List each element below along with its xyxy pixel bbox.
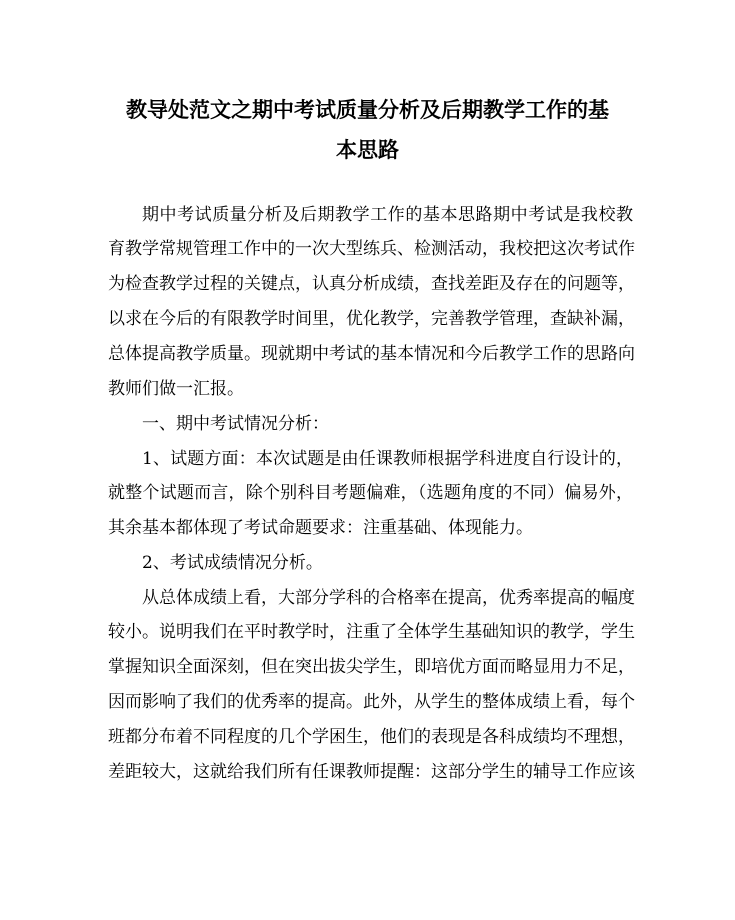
- paragraph-line: 较小。说明我们在平时教学时，注重了全体学生基础知识的教学，学生: [108, 622, 635, 642]
- paragraph-line: 从总体成绩上看，大部分学科的合格率在提高，优秀率提高的幅度: [142, 588, 635, 608]
- paragraph-line: 为检查教学过程的关键点，认真分析成绩，查找差距及存在的问题等，: [108, 274, 635, 294]
- document-title-line-1: 教导处范文之期中考试质量分析及后期教学工作的基: [126, 97, 609, 122]
- paragraph-line: 差距较大，这就给我们所有任课教师提醒：这部分学生的辅导工作应该: [108, 762, 635, 782]
- paragraph-line: 1、试题方面：本次试题是由任课教师根据学科进度自行设计的，: [142, 449, 633, 469]
- paragraph-line: 育教学常规管理工作中的一次大型练兵、检测活动，我校把这次考试作: [108, 239, 635, 259]
- paragraph-line: 期中考试质量分析及后期教学工作的基本思路期中考试是我校教: [142, 205, 633, 225]
- paragraph-line: 总体提高教学质量。现就期中考试的基本情况和今后教学工作的思路向: [108, 344, 635, 364]
- paragraph-line: 其余基本都体现了考试命题要求：注重基础、体现能力。: [108, 518, 533, 538]
- paragraph-line: 班都分布着不同程度的几个学困生，他们的表现是各科成绩均不理想，: [108, 727, 635, 747]
- paragraph-line: 就整个试题而言，除个别科目考题偏难，（选题角度的不同）偏易外，: [108, 483, 633, 503]
- subsection-heading: 2、考试成绩情况分析。: [142, 553, 323, 573]
- section-heading: 一、期中考试情况分析：: [142, 414, 329, 434]
- paragraph-line: 因而影响了我们的优秀率的提高。此外，从学生的整体成绩上看，每个: [108, 692, 635, 712]
- paragraph-line: 教师们做一汇报。: [108, 379, 244, 399]
- paragraph-line: 掌握知识全面深刻，但在突出拔尖学生，即培优方面而略显用力不足，: [108, 657, 635, 677]
- paragraph-line: 以求在今后的有限教学时间里，优化教学，完善教学管理，查缺补漏，: [108, 309, 635, 329]
- document-title-line-2: 本思路: [336, 137, 399, 162]
